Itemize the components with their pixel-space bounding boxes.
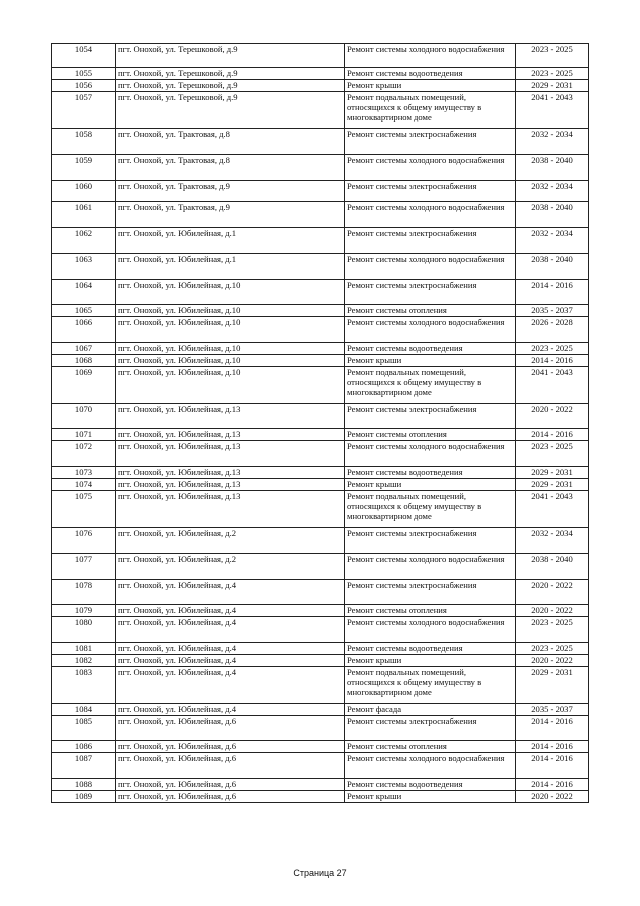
- address-cell: пгт. Онохой, ул. Терешковой, д.9: [116, 68, 345, 80]
- table-body: [52, 44, 589, 803]
- row-number-cell: 1073: [52, 467, 116, 479]
- row-number-cell: 1071: [52, 429, 116, 441]
- period-cell: 2029 - 2031: [516, 80, 589, 92]
- row-number-cell: 1066: [52, 317, 116, 343]
- work-type-cell: Ремонт крыши: [345, 479, 516, 491]
- row-number-cell: 1070: [52, 404, 116, 429]
- table-row: [52, 605, 589, 617]
- table-row: [52, 155, 589, 181]
- address-cell: пгт. Онохой, ул. Юбилейная, д.10: [116, 355, 345, 367]
- row-number-cell: 1072: [52, 441, 116, 467]
- table-row: [52, 667, 589, 704]
- table-row: [52, 80, 589, 92]
- work-type-cell: Ремонт системы холодного водоснабжения: [345, 155, 516, 181]
- table-row: [52, 441, 589, 467]
- work-type-cell: Ремонт системы водоотведения: [345, 643, 516, 655]
- address-cell: пгт. Онохой, ул. Юбилейная, д.4: [116, 580, 345, 605]
- page-number: Страница 27: [293, 868, 347, 878]
- row-number-cell: 1079: [52, 605, 116, 617]
- table-row: [52, 92, 589, 129]
- row-number-cell: 1067: [52, 343, 116, 355]
- table-row: [52, 429, 589, 441]
- table-row: [52, 704, 589, 716]
- period-cell: 2014 - 2016: [516, 753, 589, 779]
- table-row: [52, 68, 589, 80]
- work-type-cell: Ремонт системы холодного водоснабжения: [345, 317, 516, 343]
- table-row: [52, 617, 589, 643]
- row-number-cell: 1076: [52, 528, 116, 554]
- period-cell: 2032 - 2034: [516, 129, 589, 155]
- period-cell: 2023 - 2025: [516, 617, 589, 643]
- row-number-cell: 1054: [52, 44, 116, 68]
- table-row: [52, 655, 589, 667]
- period-cell: 2014 - 2016: [516, 716, 589, 741]
- work-type-cell: Ремонт системы холодного водоснабжения: [345, 44, 516, 68]
- table-row: [52, 580, 589, 605]
- row-number-cell: 1065: [52, 305, 116, 317]
- work-type-cell: Ремонт системы водоотведения: [345, 779, 516, 791]
- period-cell: 2026 - 2028: [516, 317, 589, 343]
- work-type-cell: Ремонт системы холодного водоснабжения: [345, 753, 516, 779]
- work-type-cell: Ремонт фасада: [345, 704, 516, 716]
- row-number-cell: 1088: [52, 779, 116, 791]
- row-number-cell: 1062: [52, 228, 116, 254]
- address-cell: пгт. Онохой, ул. Юбилейная, д.13: [116, 429, 345, 441]
- table-row: [52, 129, 589, 155]
- address-cell: пгт. Онохой, ул. Юбилейная, д.10: [116, 343, 345, 355]
- period-cell: 2041 - 2043: [516, 92, 589, 129]
- address-cell: пгт. Онохой, ул. Юбилейная, д.13: [116, 467, 345, 479]
- work-type-cell: Ремонт системы электроснабжения: [345, 280, 516, 305]
- address-cell: пгт. Онохой, ул. Юбилейная, д.4: [116, 667, 345, 704]
- row-number-cell: 1085: [52, 716, 116, 741]
- work-type-cell: Ремонт системы электроснабжения: [345, 404, 516, 429]
- row-number-cell: 1084: [52, 704, 116, 716]
- address-cell: пгт. Онохой, ул. Юбилейная, д.10: [116, 367, 345, 404]
- period-cell: 2038 - 2040: [516, 155, 589, 181]
- period-cell: 2038 - 2040: [516, 254, 589, 280]
- table-row: [52, 404, 589, 429]
- row-number-cell: 1056: [52, 80, 116, 92]
- address-cell: пгт. Онохой, ул. Юбилейная, д.6: [116, 791, 345, 803]
- row-number-cell: 1087: [52, 753, 116, 779]
- period-cell: 2041 - 2043: [516, 491, 589, 528]
- address-cell: пгт. Онохой, ул. Юбилейная, д.13: [116, 404, 345, 429]
- period-cell: 2023 - 2025: [516, 343, 589, 355]
- table-row: [52, 181, 589, 202]
- row-number-cell: 1064: [52, 280, 116, 305]
- table-row: [52, 228, 589, 254]
- work-type-cell: Ремонт системы отопления: [345, 305, 516, 317]
- repair-schedule-table: [51, 43, 589, 803]
- row-number-cell: 1082: [52, 655, 116, 667]
- table-row: [52, 491, 589, 528]
- table-row: [52, 202, 589, 228]
- period-cell: 2035 - 2037: [516, 305, 589, 317]
- table-row: [52, 343, 589, 355]
- work-type-cell: Ремонт крыши: [345, 655, 516, 667]
- address-cell: пгт. Онохой, ул. Юбилейная, д.1: [116, 254, 345, 280]
- address-cell: пгт. Онохой, ул. Юбилейная, д.10: [116, 280, 345, 305]
- period-cell: 2032 - 2034: [516, 528, 589, 554]
- work-type-cell: Ремонт подвальных помещений, относящихся к общему имуществу в многоквартирном доме: [345, 92, 516, 129]
- period-cell: 2023 - 2025: [516, 44, 589, 68]
- table-row: [52, 305, 589, 317]
- work-type-cell: Ремонт подвальных помещений, относящихся к общему имуществу в многоквартирном доме: [345, 491, 516, 528]
- table-row: [52, 254, 589, 280]
- work-type-cell: Ремонт системы холодного водоснабжения: [345, 554, 516, 580]
- work-type-cell: Ремонт системы отопления: [345, 429, 516, 441]
- work-type-cell: Ремонт подвальных помещений, относящихся к общему имуществу в многоквартирном доме: [345, 367, 516, 404]
- address-cell: пгт. Онохой, ул. Юбилейная, д.1: [116, 228, 345, 254]
- address-cell: пгт. Онохой, ул. Терешковой, д.9: [116, 44, 345, 68]
- row-number-cell: 1086: [52, 741, 116, 753]
- work-type-cell: Ремонт системы холодного водоснабжения: [345, 254, 516, 280]
- address-cell: пгт. Онохой, ул. Трактовая, д.8: [116, 129, 345, 155]
- period-cell: 2014 - 2016: [516, 429, 589, 441]
- address-cell: пгт. Онохой, ул. Юбилейная, д.6: [116, 716, 345, 741]
- row-number-cell: 1083: [52, 667, 116, 704]
- address-cell: пгт. Онохой, ул. Юбилейная, д.10: [116, 317, 345, 343]
- row-number-cell: 1059: [52, 155, 116, 181]
- address-cell: пгт. Онохой, ул. Юбилейная, д.13: [116, 479, 345, 491]
- work-type-cell: Ремонт крыши: [345, 355, 516, 367]
- period-cell: 2029 - 2031: [516, 479, 589, 491]
- address-cell: пгт. Онохой, ул. Юбилейная, д.4: [116, 643, 345, 655]
- period-cell: 2032 - 2034: [516, 228, 589, 254]
- row-number-cell: 1061: [52, 202, 116, 228]
- work-type-cell: Ремонт системы водоотведения: [345, 68, 516, 80]
- address-cell: пгт. Онохой, ул. Юбилейная, д.6: [116, 779, 345, 791]
- period-cell: 2029 - 2031: [516, 467, 589, 479]
- work-type-cell: Ремонт системы холодного водоснабжения: [345, 441, 516, 467]
- table-row: [52, 367, 589, 404]
- period-cell: 2020 - 2022: [516, 605, 589, 617]
- address-cell: пгт. Онохой, ул. Юбилейная, д.4: [116, 617, 345, 643]
- period-cell: 2020 - 2022: [516, 580, 589, 605]
- period-cell: 2023 - 2025: [516, 441, 589, 467]
- period-cell: 2029 - 2031: [516, 667, 589, 704]
- work-type-cell: Ремонт системы водоотведения: [345, 467, 516, 479]
- work-type-cell: Ремонт подвальных помещений, относящихся к общему имуществу в многоквартирном доме: [345, 667, 516, 704]
- period-cell: 2014 - 2016: [516, 741, 589, 753]
- table-row: [52, 741, 589, 753]
- work-type-cell: Ремонт системы холодного водоснабжения: [345, 617, 516, 643]
- row-number-cell: 1081: [52, 643, 116, 655]
- table-row: [52, 280, 589, 305]
- address-cell: пгт. Онохой, ул. Юбилейная, д.13: [116, 491, 345, 528]
- row-number-cell: 1058: [52, 129, 116, 155]
- work-type-cell: Ремонт системы электроснабжения: [345, 228, 516, 254]
- work-type-cell: Ремонт системы электроснабжения: [345, 580, 516, 605]
- period-cell: 2041 - 2043: [516, 367, 589, 404]
- period-cell: 2038 - 2040: [516, 202, 589, 228]
- address-cell: пгт. Онохой, ул. Терешковой, д.9: [116, 80, 345, 92]
- row-number-cell: 1063: [52, 254, 116, 280]
- address-cell: пгт. Онохой, ул. Юбилейная, д.2: [116, 528, 345, 554]
- address-cell: пгт. Онохой, ул. Юбилейная, д.10: [116, 305, 345, 317]
- period-cell: 2020 - 2022: [516, 404, 589, 429]
- work-type-cell: Ремонт системы электроснабжения: [345, 528, 516, 554]
- row-number-cell: 1060: [52, 181, 116, 202]
- row-number-cell: 1078: [52, 580, 116, 605]
- row-number-cell: 1080: [52, 617, 116, 643]
- address-cell: пгт. Онохой, ул. Трактовая, д.9: [116, 181, 345, 202]
- row-number-cell: 1068: [52, 355, 116, 367]
- work-type-cell: Ремонт системы электроснабжения: [345, 716, 516, 741]
- period-cell: 2020 - 2022: [516, 791, 589, 803]
- row-number-cell: 1075: [52, 491, 116, 528]
- work-type-cell: Ремонт системы холодного водоснабжения: [345, 202, 516, 228]
- row-number-cell: 1055: [52, 68, 116, 80]
- work-type-cell: Ремонт системы отопления: [345, 605, 516, 617]
- period-cell: 2014 - 2016: [516, 355, 589, 367]
- table-row: [52, 317, 589, 343]
- work-type-cell: Ремонт системы электроснабжения: [345, 129, 516, 155]
- work-type-cell: Ремонт крыши: [345, 791, 516, 803]
- row-number-cell: 1057: [52, 92, 116, 129]
- table-row: [52, 716, 589, 741]
- table-row: [52, 753, 589, 779]
- period-cell: 2014 - 2016: [516, 779, 589, 791]
- period-cell: 2035 - 2037: [516, 704, 589, 716]
- address-cell: пгт. Онохой, ул. Юбилейная, д.4: [116, 704, 345, 716]
- work-type-cell: Ремонт крыши: [345, 80, 516, 92]
- address-cell: пгт. Онохой, ул. Юбилейная, д.4: [116, 655, 345, 667]
- address-cell: пгт. Онохой, ул. Юбилейная, д.6: [116, 741, 345, 753]
- period-cell: 2023 - 2025: [516, 643, 589, 655]
- table-row: [52, 479, 589, 491]
- work-type-cell: Ремонт системы электроснабжения: [345, 181, 516, 202]
- work-type-cell: Ремонт системы водоотведения: [345, 343, 516, 355]
- table-row: [52, 791, 589, 803]
- period-cell: 2038 - 2040: [516, 554, 589, 580]
- table-row: [52, 554, 589, 580]
- table-row: [52, 779, 589, 791]
- row-number-cell: 1089: [52, 791, 116, 803]
- row-number-cell: 1069: [52, 367, 116, 404]
- period-cell: 2023 - 2025: [516, 68, 589, 80]
- table-row: [52, 643, 589, 655]
- row-number-cell: 1074: [52, 479, 116, 491]
- address-cell: пгт. Онохой, ул. Терешковой, д.9: [116, 92, 345, 129]
- table-row: [52, 355, 589, 367]
- table-row: [52, 44, 589, 68]
- address-cell: пгт. Онохой, ул. Трактовая, д.8: [116, 155, 345, 181]
- address-cell: пгт. Онохой, ул. Трактовая, д.9: [116, 202, 345, 228]
- address-cell: пгт. Онохой, ул. Юбилейная, д.4: [116, 605, 345, 617]
- address-cell: пгт. Онохой, ул. Юбилейная, д.13: [116, 441, 345, 467]
- address-cell: пгт. Онохой, ул. Юбилейная, д.2: [116, 554, 345, 580]
- table-row: [52, 467, 589, 479]
- period-cell: 2014 - 2016: [516, 280, 589, 305]
- work-type-cell: Ремонт системы отопления: [345, 741, 516, 753]
- period-cell: 2032 - 2034: [516, 181, 589, 202]
- period-cell: 2020 - 2022: [516, 655, 589, 667]
- address-cell: пгт. Онохой, ул. Юбилейная, д.6: [116, 753, 345, 779]
- row-number-cell: 1077: [52, 554, 116, 580]
- table-row: [52, 528, 589, 554]
